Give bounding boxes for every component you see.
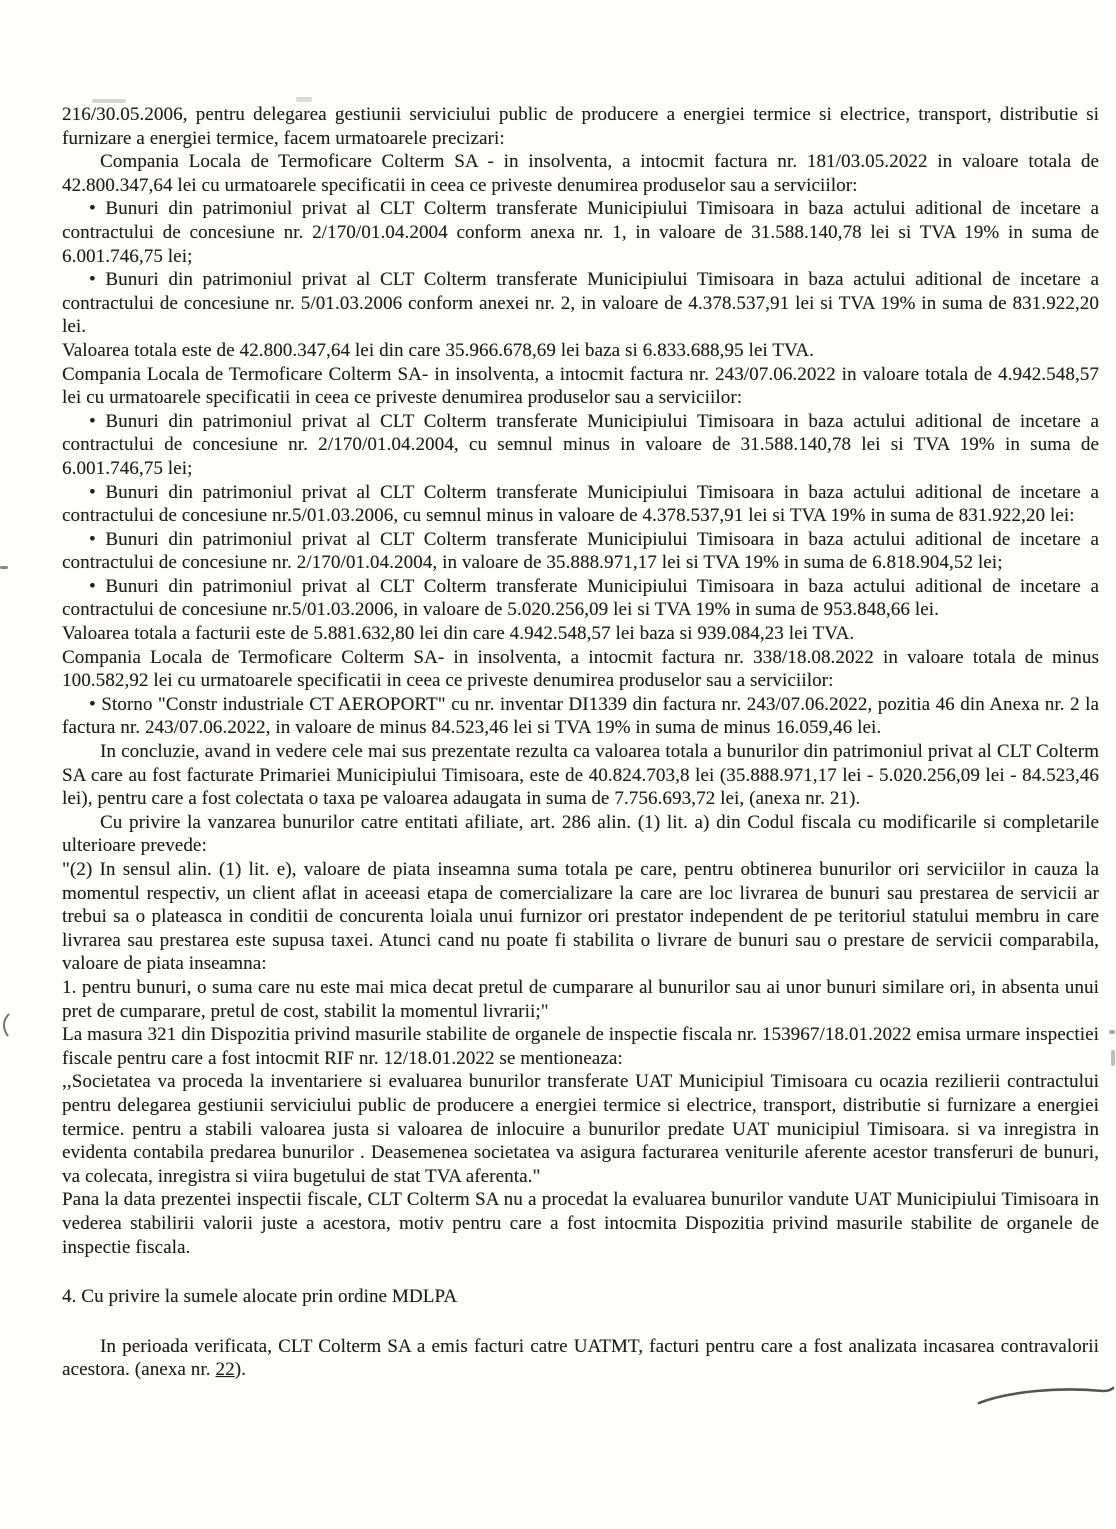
scan-pen-stroke (975, 1378, 1115, 1408)
scan-smudge-top-mid (296, 97, 312, 102)
underlined-text: 22 (215, 1359, 235, 1381)
paragraph: 216/30.05.2006, pentru delegarea gestiunii serviciului public de producere a energiei termice si electrice, transport, distributie si furnizare a energiei termice, facem urmatoarele precizari: (62, 104, 1099, 149)
paragraph: • Bunuri din patrimoniul privat al CLT Colterm transferate Municipiului Timisoara in baza actului aditional de incetare a contractului de concesiune nr.5/01.03.2006, in valoare de 5.020.256,09 lei si TVA 19% in suma de 953.848,66 lei. (62, 575, 1099, 621)
paragraph: Pana la data prezentei inspectii fiscale, CLT Colterm SA nu a procedat la evaluarea bunurilor vandute UAT Municipiului Timisoara in vederea stabilirii valorii juste a acestora, motiv pentru care a fost intocmita Dispozitia privind masurile stabilite de organele de inspectie fiscala. (62, 1189, 1099, 1258)
paragraph: Valoarea totala este de 42.800.347,64 lei din care 35.966.678,69 lei baza si 6.833.688,95 lei TVA. (62, 339, 815, 361)
scan-mark-right-edge-2 (1111, 1050, 1115, 1066)
paragraph: • Storno "Constr industriale CT AEROPORT" cu nr. inventar DI1339 din factura nr. 243/07.06.2022, pozitia 46 din Anexa nr. 2 la factura nr. 243/07.06.2022, in valoare de minus 84.523,46 lei si TVA 19% in suma de minus 16.059,46 lei. (62, 693, 1099, 739)
paragraph: Compania Locala de Termoficare Colterm SA- in insolventa, a intocmit factura nr. 243/07.06.2022 in valoare totala de 4.942.548,57 lei cu urmatoarele specificatii in ceea ce priveste denumirea produselor sau a serviciilor: (62, 363, 1099, 409)
paragraph: 4. Cu privire la sumele alocate prin ordine MDLPA (62, 1286, 458, 1308)
paragraph: • Bunuri din patrimoniul privat al CLT Colterm transferate Municipiului Timisoara in baza actului aditional de incetare a contractului de concesiune nr. 5/01.03.2006 conform anexei nr. 2, in valoare de 4.378.537,91 lei si TVA 19% in suma de 831.922,20 lei. (62, 269, 1099, 338)
paragraph: In concluzie, avand in vedere cele mai sus prezentate rezulta ca valoarea totala a bunurilor din patrimoniul privat al CLT Colterm SA care au fost facturate Primariei Municipiului Timisoara, este de 40.824.703,8 lei (35.888.971,17 lei - 5.020.256,09 lei - 84.523,46 lei), pentru care a fost colectata o taxa pe valoarea adaugata in suma de 7.756.693,72 lei, (anexa nr. 21). (62, 741, 1099, 810)
scan-mark-left-tick (0, 566, 8, 569)
scan-mark-right-edge-1 (1109, 1030, 1115, 1034)
paragraph: Compania Locala de Termoficare Colterm SA - in insolventa, a intocmit factura nr. 181/03.05.2022 in valoare totala de 42.800.347,64 lei cu urmatoarele specificatii in ceea ce priveste denumirea produselor sau a serviciilor: (62, 151, 1099, 196)
paragraph: Cu privire la vanzarea bunurilor catre entitati afiliate, art. 286 alin. (1) lit. a) din Codul fiscala cu modificarile si completarile ulterioare prevede: (62, 811, 1099, 857)
paragraph: "(2) In sensul alin. (1) lit. e), valoare de piata inseamna suma totala pe care, pentru obtinerea bunurilor ori serviciilor in cauza la momentul respectiv, un client aflat in aceeasi etapa de comercializare la care are loc livrarea de bunuri sau prestarea de servicii ar trebui sa o plateasca in conditii de concurenta loiala unui furnizor ori prestator independent de pe teritoriul statului membru in care livrarea sau prestarea este supusa taxei. Atunci cand nu poate fi stabilita o livrare de bunuri sau o prestare de servicii comparabila, valoare de piata inseamna: (62, 859, 1099, 975)
paragraph: Valoarea totala a facturii este de 5.881.632,80 lei din care 4.942.548,57 lei baza si 939.084,23 lei TVA. (62, 623, 855, 645)
paragraph: In perioada verificata, CLT Colterm SA a emis facturi catre UATMT, facturi pentru care a fost analizata incasarea contravalorii acestora. (anexa nr. 22). (62, 1335, 1099, 1381)
paragraph: Compania Locala de Termoficare Colterm SA- in insolventa, a intocmit factura nr. 338/18.08.2022 in valoare totala de minus 100.582,92 lei cu urmatoarele specificatii in ceea ce priveste denumirea produselor sau a serviciilor: (62, 646, 1099, 692)
paragraph: 1. pentru bunuri, o suma care nu este mai mica decat pretul de cumparare al bunurilor sau ai unor bunuri similare ori, in absenta unui pret de cumparare, pretul de cost, stabilit la momentul livrarii;" (62, 976, 1099, 1022)
paragraph: • Bunuri din patrimoniul privat al CLT Colterm transferate Municipiului Timisoara in baza actului aditional de incetare a contractului de concesiune nr. 2/170/01.04.2004, cu semnul minus in valoare de 31.588.140,78 lei si TVA 19% in suma de 6.001.746,75 lei; (62, 410, 1099, 479)
paragraph: ,,Societatea va proceda la inventariere si evaluarea bunurilor transferate UAT Municipiul Timisoara cu ocazia rezilierii contractului pentru delegarea gestiunii serviciului public de producere a energiei termice si electrice, transport, distributie si furnizare a energiei termice. pentru a stabili valoarea justa si valoarea de inlocuire a bunurilor predate UAT municipiul Timisoara. si va inregistra in evidenta contabila predarea bunurilor . Deasemenea societatea va asigura facturarea veniturile aferente acestor transferuri de bunuri, va colecata, inregistra si viira bugetului de stat TVA aferenta." (62, 1071, 1099, 1187)
paragraph: • Bunuri din patrimoniul privat al CLT Colterm transferate Municipiului Timisoara in baza actului aditional de incetare a contractului de concesiune nr.5/01.03.2006, cu semnul minus in valoare de 4.378.537,91 lei si TVA 19% in suma de 831.922,20 lei: (62, 481, 1099, 527)
paragraph: • Bunuri din patrimoniul privat al CLT Colterm transferate Municipiului Timisoara in baza actului aditional de incetare a contractului de concesiune nr. 2/170/01.04.2004, in valoare de 35.888.971,17 lei si TVA 19% in suma de 6.818.904,52 lei; (62, 528, 1099, 574)
scan-mark-left-curl (0, 1012, 14, 1038)
paragraph: La masura 321 din Dispozitia privind masurile stabilite de organele de inspectie fiscala nr. 153967/18.01.2022 emisa urmare inspectiei fiscale pentru care a fost intocmit RIF nr. 12/18.01.2022 se mentioneaza: (62, 1024, 1099, 1069)
document-text-block (62, 103, 1099, 1382)
paragraph: • Bunuri din patrimoniul privat al CLT Colterm transferate Municipiului Timisoara in baza actului aditional de incetare a contractului de concesiune nr. 2/170/01.04.2004 conform anexa nr. 1, in valoare de 31.588.140,78 lei si TVA 19% in suma de 6.001.746,75 lei; (62, 198, 1099, 267)
